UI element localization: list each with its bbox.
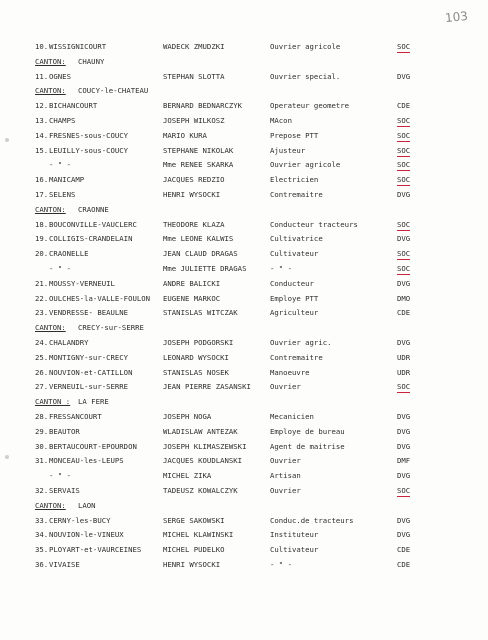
canton-name: LAON [78,501,96,510]
party-code: DVG [397,190,411,199]
person-name: THEODORE KLAZA [163,220,225,229]
commune-name: FRESSANCOURT [49,412,102,421]
canton-name: COUCY-le-CHATEAU [78,86,149,95]
person-name: JACQUES REDZIO [163,175,225,184]
person-name: MARIO KURA [163,131,207,140]
person-name: Mme JULIETTE DRAGAS [163,264,247,273]
person-name: JOSEPH NOGA [163,412,212,421]
party-code: DVG [397,412,411,421]
entry-row [0,263,488,274]
commune-name: NOUVION-le-VINEUX [49,530,124,539]
entry-number: 33. [35,516,49,525]
entry-number: 24. [35,338,49,347]
party-code: SOC [397,146,411,155]
commune-name: - " - [49,160,71,169]
occupation: Contremaitre [270,190,323,199]
entry-number: 28. [35,412,49,421]
entry-number: 22. [35,294,49,303]
party-code: SOC [397,249,411,258]
commune-name: SERVAIS [49,486,80,495]
party-code: DVG [397,442,411,451]
occupation: Contremaitre [270,353,323,362]
entry-row [0,544,488,555]
canton-heading [0,322,488,333]
occupation: Ouvrier [270,456,301,465]
person-name: JOSEPH KLIMASZEWSKI [163,442,247,451]
occupation: Cultivateur [270,249,319,258]
entry-number: 18. [35,220,49,229]
party-code: SOC [397,160,411,169]
party-code: CDE [397,545,411,554]
commune-name: SELENS [49,190,76,199]
person-name: MICHEL ZIKA [163,471,212,480]
entry-row [0,352,488,363]
commune-name: VIVAISE [49,560,80,569]
party-code: DVG [397,516,411,525]
occupation: - " - [270,560,292,569]
entry-number: 23. [35,308,49,317]
occupation: Ouvrier [270,486,301,495]
party-code: DVG [397,234,411,243]
party-code: DVG [397,279,411,288]
commune-name: VERNEUIL-sur-SERRE [49,382,129,391]
person-name: WLADISLAW ANTEZAK [163,427,238,436]
entry-row [0,115,488,126]
commune-name: CERNY-les-BUCY [49,516,111,525]
entry-row [0,145,488,156]
entry-number: 20. [35,249,49,258]
canton-label: CANTON: [35,501,66,510]
party-code: SOC [397,42,411,51]
entry-row [0,455,488,466]
party-code: SOC [397,175,411,184]
person-name: JOSEPH PODGORSKI [163,338,234,347]
party-code: UDR [397,353,411,362]
occupation: Employe de bureau [270,427,345,436]
entry-row [0,367,488,378]
person-name: Mme RENEE SKARKA [163,160,234,169]
occupation: Ouvrier agricole [270,160,341,169]
commune-name: FRESNES-sous-COUCY [49,131,129,140]
entry-number: 13. [35,116,49,125]
canton-label: CANTON: [35,57,66,66]
party-code: SOC [397,486,411,495]
entry-row [0,278,488,289]
party-code: UDR [397,368,411,377]
canton-heading [0,204,488,215]
commune-name: MOUSSY-VERNEUIL [49,279,115,288]
canton-label: CANTON: [35,205,66,214]
person-name: Mme LEONE KALWIS [163,234,234,243]
commune-name: VENDRESSE- BEAULNE [49,308,129,317]
party-code: SOC [397,116,411,125]
person-name: MICHEL PUDELKO [163,545,225,554]
entry-number: 26. [35,368,49,377]
canton-heading [0,396,488,407]
occupation: Cultivateur [270,545,319,554]
person-name: SERGE SAKOWSKI [163,516,225,525]
canton-label: CANTON: [35,86,66,95]
occupation: Conduc.de tracteurs [270,516,354,525]
person-name: STEPHAN SLOTTA [163,72,225,81]
person-name: ANDRE BALICKI [163,279,221,288]
canton-name: CHAUNY [78,57,105,66]
commune-name: NOUVION-et-CATILLON [49,368,133,377]
entry-row [0,130,488,141]
canton-heading [0,56,488,67]
entry-number: 34. [35,530,49,539]
entry-number: 15. [35,146,49,155]
occupation: Agent de maitrise [270,442,345,451]
party-code: DMF [397,456,411,465]
occupation: MAcon [270,116,292,125]
person-name: LEONARD WYSOCKI [163,353,229,362]
party-code: SOC [397,264,411,273]
entry-number: 31. [35,456,49,465]
person-name: HENRI WYSOCKI [163,190,221,199]
commune-name: MONTIGNY-sur-CRECY [49,353,129,362]
occupation: Employe PTT [270,294,319,303]
person-name: TADEUSZ KOWALCZYK [163,486,238,495]
person-name: EUGENE MARKOC [163,294,221,303]
person-name: STANISLAS WITCZAK [163,308,238,317]
entry-number: 16. [35,175,49,184]
occupation: Ouvrier agricole [270,42,341,51]
page-number: 103 [444,8,469,26]
person-name: JACQUES KOUDLANSKI [163,456,243,465]
entry-number: 30. [35,442,49,451]
entry-number: 32. [35,486,49,495]
entry-number: 21. [35,279,49,288]
commune-name: CRAONELLE [49,249,89,258]
occupation: Instituteur [270,530,319,539]
canton-label: CANTON: [35,323,66,332]
person-name: JEAN CLAUD DRAGAS [163,249,238,258]
party-code: DVG [397,427,411,436]
occupation: Operateur geometre [270,101,350,110]
occupation: Ajusteur [270,146,306,155]
party-code: DVG [397,530,411,539]
entry-row [0,337,488,348]
commune-name: BEAUTOR [49,427,80,436]
entry-row [0,100,488,111]
party-code: DVG [397,338,411,347]
entry-row [0,219,488,230]
person-name: STANISLAS NOSEK [163,368,229,377]
occupation: Mecanicien [270,412,314,421]
entry-row [0,159,488,170]
commune-name: OULCHES-la-VALLE-FOULON [49,294,151,303]
entry-row [0,515,488,526]
occupation: Ouvrier agric. [270,338,332,347]
canton-heading [0,500,488,511]
party-code: CDE [397,560,411,569]
person-name: WADECK ZMUDZKI [163,42,225,51]
commune-name: WISSIGNICOURT [49,42,107,51]
commune-name: CHAMPS [49,116,76,125]
entry-row [0,411,488,422]
entry-row [0,233,488,244]
entry-row [0,559,488,570]
canton-name: LA FERE [78,397,109,406]
entry-row [0,71,488,82]
entry-row [0,174,488,185]
commune-name: BOUCONVILLE-VAUCLERC [49,220,137,229]
entry-number: 29. [35,427,49,436]
commune-name: OGNES [49,72,71,81]
occupation: Conducteur [270,279,314,288]
entry-number: 27. [35,382,49,391]
person-name: HENRI WYSOCKI [163,560,221,569]
entry-row [0,470,488,481]
entry-row [0,529,488,540]
party-code: CDE [397,101,411,110]
canton-label: CANTON : [35,397,71,406]
party-code: SOC [397,382,411,391]
person-name: JEAN PIERRE ZASANSKI [163,382,251,391]
entry-number: 17. [35,190,49,199]
commune-name: - " - [49,471,71,480]
commune-name: BERTAUCOURT-EPOURDON [49,442,137,451]
entry-number: 11. [35,72,49,81]
commune-name: COLLIGIS-CRANDELAIN [49,234,133,243]
entry-row [0,307,488,318]
occupation: Conducteur tracteurs [270,220,358,229]
canton-name: CRAONNE [78,205,109,214]
canton-heading [0,85,488,96]
entry-number: 19. [35,234,49,243]
party-code: DMO [397,294,411,303]
entry-row [0,381,488,392]
person-name: JOSEPH WILKOSZ [163,116,225,125]
person-name: MICHEL KLAWINSKI [163,530,234,539]
occupation: Ouvrier special. [270,72,341,81]
entry-number: 10. [35,42,49,51]
commune-name: - " - [49,264,71,273]
person-name: STEPHANE NIKOLAK [163,146,234,155]
entry-row [0,293,488,304]
entry-number: 12. [35,101,49,110]
occupation: Agriculteur [270,308,319,317]
entry-row [0,426,488,437]
entry-row [0,189,488,200]
occupation: Ouvrier [270,382,301,391]
person-name: BERNARD BEDNARCZYK [163,101,243,110]
commune-name: MONCEAU-les-LEUPS [49,456,124,465]
occupation: Cultivatrice [270,234,323,243]
occupation: Prepose PTT [270,131,319,140]
entry-number: 25. [35,353,49,362]
occupation: Artisan [270,471,301,480]
commune-name: LEUILLY-sous-COUCY [49,146,129,155]
occupation: - " - [270,264,292,273]
party-code: SOC [397,220,411,229]
entry-row [0,41,488,52]
occupation: Electricien [270,175,319,184]
party-code: DVG [397,471,411,480]
commune-name: CHALANDRY [49,338,89,347]
occupation: Manoeuvre [270,368,310,377]
entry-number: 35. [35,545,49,554]
party-code: SOC [397,131,411,140]
entry-row [0,248,488,259]
commune-name: BICHANCOURT [49,101,98,110]
entry-row [0,485,488,496]
entry-row [0,441,488,452]
canton-name: CRECY-sur-SERRE [78,323,144,332]
party-code: CDE [397,308,411,317]
entry-number: 36. [35,560,49,569]
commune-name: PLOYART-et-VAURCEINES [49,545,142,554]
party-code: DVG [397,72,411,81]
commune-name: MANICAMP [49,175,85,184]
entry-number: 14. [35,131,49,140]
